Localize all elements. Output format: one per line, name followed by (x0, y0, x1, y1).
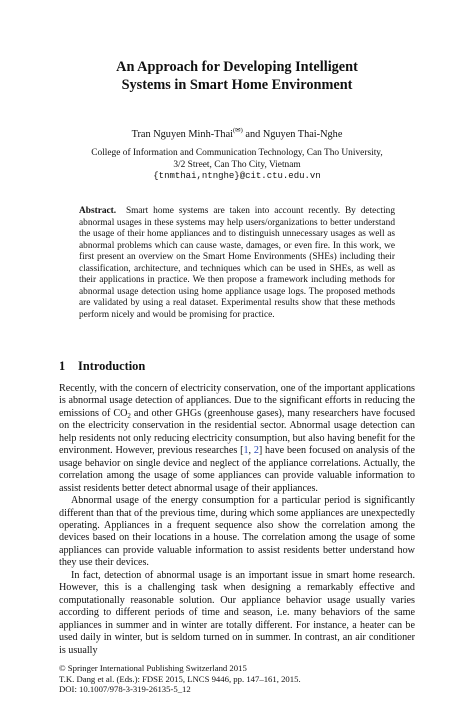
paper-title (40, 58, 434, 94)
title-line-1: An Approach for Developing Intelligent (116, 59, 358, 75)
abstract-label: Abstract. (79, 206, 117, 216)
paragraph-1-part-c: ] have been focused on analysis of the usage behavior on single device and neglect of the appliance correlations. Actually, the correlation among the usage of some appliances can provide valuable information to assist residents better detect abnormal usage of their appliances. (59, 445, 415, 494)
author-connector: and (242, 129, 263, 140)
paragraph-1 (59, 383, 415, 495)
footer-citation: T.K. Dang et al. (Eds.): FDSE 2015, LNCS 9446, pp. 147–161, 2015. (59, 673, 301, 684)
co2-subscript: 2 (127, 411, 131, 420)
paragraph-1-part-b: and other GHGs (greenhouse gases), many researchers have focused on the electricity conservation in the residential sector. Abnormal usage detection can help residents not only reducing electricity consumption, but also having benefit for the environment. However, previous researches [ (59, 407, 416, 457)
section-heading (59, 359, 145, 374)
citation-link-1[interactable]: 1 (243, 445, 249, 457)
section-number: 1 (59, 359, 66, 373)
title-line-2: Systems in Smart Home Environment (121, 77, 353, 93)
corresponding-author-mark: (✉) (233, 127, 243, 134)
citation-separator: , (248, 445, 254, 457)
citation-link-2[interactable]: 2 (253, 445, 259, 457)
author-list (40, 124, 434, 141)
author-1: Tran Nguyen Minh-Thai (131, 129, 234, 140)
copyright-footer (59, 663, 415, 695)
paragraph-1-part-a: Recently, with the concern of electricity conservation, one of the important applications is abnormal usage detection of appliances. Due to the significant efforts in reducing the emissions of CO (59, 383, 415, 419)
section-title: Introduction (78, 359, 146, 373)
paragraph-2: Abnormal usage of the energy consumption for a particular period is significantly different than that of the previous time, during which some appliances are unexpectedly operating. Appliances in a frequent sequence also show the correlation among the devices based on their locations in a house. The correlation among the usage of some appliances can provide valuable information to assist residents better understand how they use their devices. (59, 495, 415, 569)
author-email: {tnmthai,ntnghe}@cit.ctu.edu.vn (153, 171, 321, 182)
affiliation-line-1: College of Information and Communication Technology, Can Tho University, (91, 148, 383, 158)
footer-doi: DOI: 10.1007/978-3-319-26135-5_12 (59, 684, 191, 695)
abstract (79, 206, 395, 321)
abstract-text: Smart home systems are taken into account recently. By detecting abnormal usages in these systems may help users/organizations to better understand the usage of their home appliances and to distinguish unnecessary usages as well as abnormal problems which can cause waste, damages, or even fire. In this work, we first present an overview on the Smart Home Environments (SHEs) including their classification, architecture, and techniques which can be used in SHEs, as well as their applications in practice. We then propose a framework including methods for abnormal usage detection using home appliance usage logs. The proposed methods are validated by using a real dataset. Experimental results show that these methods perform nicely and would be promising for practice. (79, 206, 396, 320)
affiliation (60, 148, 414, 183)
footer-copyright: © Springer International Publishing Switzerland 2015 (59, 663, 247, 673)
affiliation-line-2: 3/2 Street, Can Tho City, Vietnam (173, 159, 301, 170)
paragraph-3: In fact, detection of abnormal usage is an important issue in smart home research. However, this is a challenging task when designing a remarkably effective and computationally reasonable solution. Our appliance behavior usage usually varies according to different periods of time and season, i.e. many behaviors of the same appliances in summer and in winter are totally different. For instance, a heater can be used daily in winter, but is seldom turned on in summer. In contrast, an air conditioner is usually (59, 569, 415, 656)
body-text (59, 383, 415, 657)
author-2: Nguyen Thai-Nghe (262, 129, 343, 140)
